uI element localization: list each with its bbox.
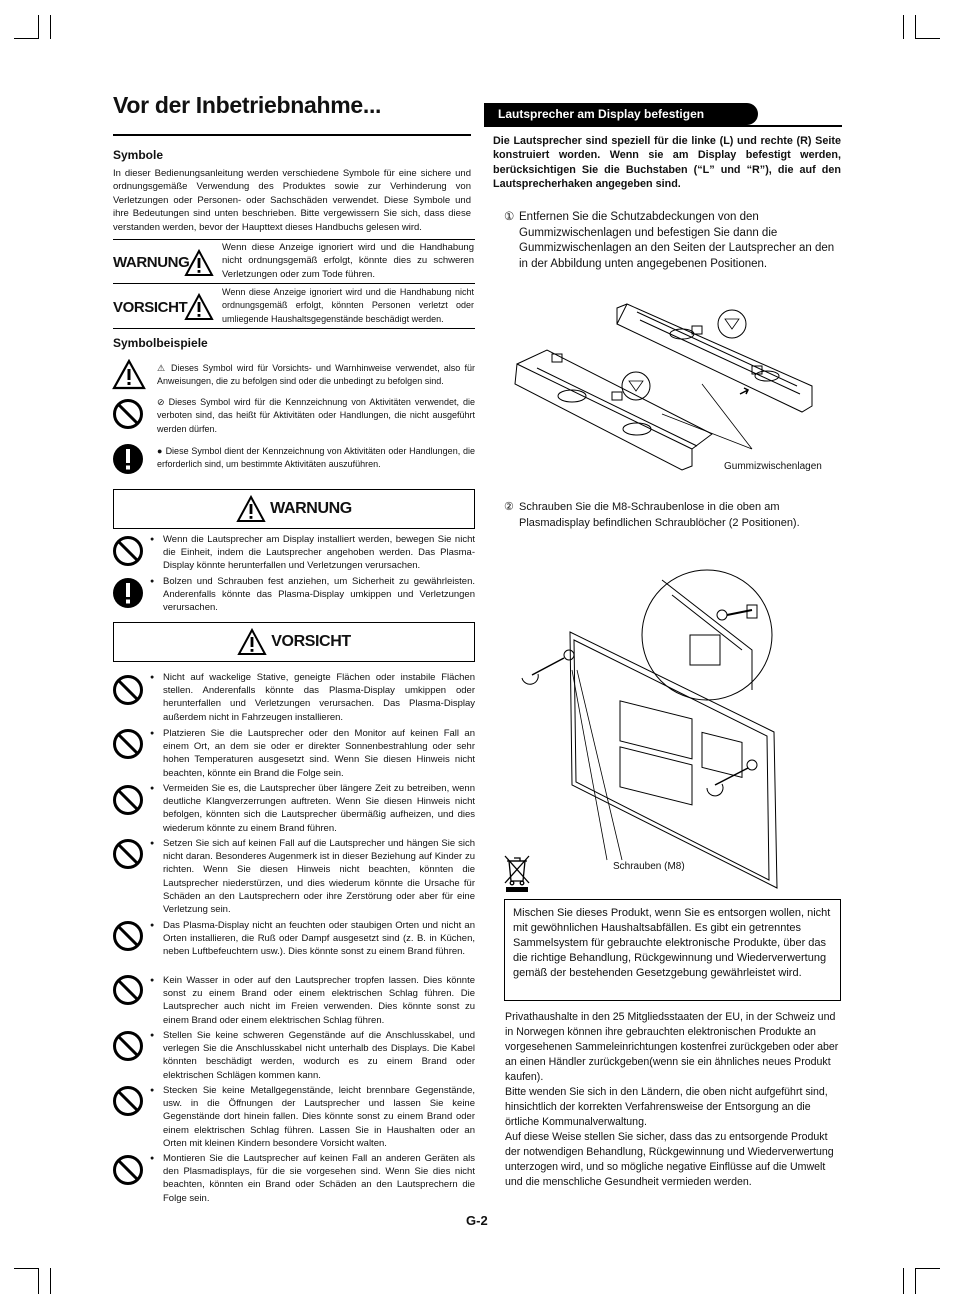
eu-paragraph: Bitte wenden Sie sich in den Ländern, die oben nicht aufgeführt sind, hinsichtlich der korrekten Verfahrensweise der Entsorgung an die örtliche Kommunalverwaltung. [505,1086,828,1128]
vorsicht-item: ● Montieren Sie die Lautsprecher auf keinen Fall an anderen Geräten als den Plasmadisplays, für die sie vorgesehen sind. Wenn Sie dies nicht beachten, könnten ein Brand oder Schäden an den Lautsprechern die Folge sein. [163,1152,475,1205]
warnung-item: ● Bolzen und Schrauben fest anziehen, um Sicherheit zu gewährleisten. Anderenfalls könnte das Plasma-Display umkippen und Verletzungen verursachen. [163,575,475,615]
vorsicht-item: ● Stecken Sie keine Metallgegenstände, leicht brennbare Gegenstände, usw. in die Öffnungen der Lautsprecher und lassen Sie keine Gegenstände dort hinein fallen. Dies könnte sonst zu einem Brand oder einem elektrischen Schlag führen. Lassen Sie in Haushalten oder an Orten mit kleinen Kindern besondere Vorsicht walten. [163,1084,475,1150]
speaker-rubber-pad-illustration [512,294,842,474]
warnung-heading-box [113,489,475,529]
crop-mark [50,15,51,39]
mini-warning-icon: ⚠ [157,363,171,373]
example-text-warning [157,362,475,389]
warnung-heading-label: WARNUNG [270,500,352,517]
vorsicht-label: VORSICHT [113,299,188,316]
examples-heading: Symbolbeispiele [113,336,208,350]
prohibition-icon [112,1085,144,1117]
fig1-label: Gummizwischenlagen [724,461,822,472]
display-screws-illustration [512,540,842,895]
crop-mark [916,1268,940,1269]
vorsicht-item: ● Das Plasma-Display nicht an feuchten oder staubigen Orten und nicht an Orten installieren, die Ruß oder Dampf ausgesetzt sind (z. B. in Küchen, neben Luftbefeuchtern usw.). Dies könnte sonst zu einem Brand führen. [163,919,475,959]
legend-rule-mid [113,283,475,284]
crossed-bin-icon [503,853,531,893]
prohibition-icon [112,1030,144,1062]
mini-mandatory-icon: ● [157,446,166,456]
crop-mark [14,38,38,39]
vorsicht-item: ● Platzieren Sie die Lautsprecher oder den Monitor auf keinen Fall an einem Ort, an dem sie oder er direkter Sonnenbestrahlung oder sehr hohen Temperaturen ausgesetzt sind. Wenn Sie diesen Hinweis nicht beachten, könnte ein Brand die Folge sein. [163,727,475,780]
crop-mark [903,15,904,39]
step-1 [504,210,841,272]
symbols-intro: In dieser Bedienungsanleitung werden verschiedene Symbole für eine sichere und ordnungsgemäße Verwendung des Produktes sowie zur Verhinderung von Verletzungen oder Personen- oder Sachschäden verwendet. Diese Symbole und ihre Bedeutungen sind unten beschrieben. Bitte vergewissern Sie sich, dass diese verstanden werden, bevor der Haupttext dieses Handbuchs gelesen wird. [113,168,471,233]
prohibition-icon [112,674,144,706]
eu-paragraph: Privathaushalte in den 25 Mitgliedsstaaten der EU, in der Schweiz und in Norwegen können ihre gebrauchten elektronischen Produkte an vorgesehenen Sammeleinrichtungen kostenfrei zurückgeben oder aber an einen Händler zurückgeben(wenn sie ein ähnliches neues Produkt kaufen). [505,1011,839,1083]
step-2 [504,500,841,531]
vorsicht-item: ● Stellen Sie keine schweren Gegenstände auf die Anschlusskabel, und verlegen Sie die Anschlusskabel nicht unterhalb des Displays. Die Kabel könnten beschädigt werden, wodurch es zu einem Brand oder elektrischen Schlägen kommen kann. [163,1029,475,1082]
fig2-label: Schrauben (M8) [613,861,685,872]
warnung-legend-text: Wenn diese Anzeige ignoriert wird und die Handhabung nicht ordnungsgemäß erfolgt, könnte dies zu schweren Verletzungen oder zum Tode führen. [222,242,474,280]
section-pill: Lautsprecher am Display befestigen [484,103,758,125]
mandatory-action-icon [112,443,144,475]
crop-mark [50,1268,51,1294]
warnung-item: ● Wenn die Lautsprecher am Display installiert werden, bewegen Sie nicht die Einheit, indem die Lautsprecher angehoben werden. Das Plasma-Display könnte herunterfallen und Verletzungen verursachen. [163,533,475,573]
warnung-heading [114,490,474,528]
example-text: Dieses Symbol wird für Vorsichts- und Warnhinweise verwendet, also für Anweisungen, die zu befolgen sind oder die unbedingt zu befolgen sind. [157,363,475,387]
prohibition-icon [112,1154,144,1186]
example-text-mandatory [157,445,475,472]
vorsicht-heading [114,623,474,661]
prohibition-icon [112,784,144,816]
step-text: Schrauben Sie die M8-Schraubenlose in die oben am Plasmadisplay befindlichen Schraublöcher (2 Positionen). [519,501,800,529]
section-intro: Die Lautsprecher sind speziell für die linke (L) und rechte (R) Seite konstruiert worden. Wenn sie am Display befestigt werden, berücksichtigen Sie die Buchstaben (“L” und “R”), die auf den Lautsprecherhaken angegeben sind. [493,135,841,190]
vorsicht-item: ● Setzen Sie sich auf keinen Fall auf die Lautsprecher und hängen Sie sich nicht daran. Besonderes Augenmerk ist in dieser Beziehung auf Kinder zu richten. Wenn Sie diesen Hinweis nicht beachten, könnten die Lautsprecher niederstürzen, und dies wiederum könnte die Ursache für Schäden an den Lautsprechern oder ihre Zerstörung oder aber für eine Verletzung sein. [163,837,475,916]
warning-triangle-icon [184,293,214,321]
vorsicht-heading-label: VORSICHT [271,633,351,650]
eu-paragraph: Auf diese Weise stellen Sie sicher, dass das zu entsorgende Produkt der notwendigen Behandlung, Rückgewinnung und Wiederverwertung unterzogen wird, und so mögliche negative Einflüsse auf die Umwelt und die menschliche Gesundheit vermieden werden. [505,1131,834,1188]
legend-rule-bottom [113,328,475,329]
disposal-notice: Mischen Sie dieses Produkt, wenn Sie es entsorgen wollen, nicht mit gewöhnlichen Haushaltsabfällen. Es gibt ein getrenntes Sammelsystem für gebrauchte elektronische Produkte, über das die richtige Behandlung, Rückgewinnung und Wiederverwertung gemäß der bestehenden Gesetzgebung gewährleistet wird. [504,899,841,1001]
step-text: Entfernen Sie die Schutzabdeckungen von den Gummizwischenlagen und befestigen Sie dann die Gummizwischenlagen an den Seiten der Lautsprecher an den in der Abbildung unten angegebenen Positionen. [519,211,835,270]
legend-rule-top [113,239,475,240]
vorsicht-item: ● Kein Wasser in oder auf den Lautsprecher tropfen lassen. Dies könnte sonst zu einem Brand oder einem elektrischen Schlag führen. Die Lautsprecher auch nicht im Freien verwenden. Dies könnte sonst zu einem Brand oder einem elektrischen Schlag führen. [163,974,475,1027]
symbols-heading: Symbole [113,148,164,162]
vorsicht-heading-box [113,622,475,662]
example-text: Diese Symbol dient der Kennzeichnung von Aktivitäten oder Handlungen, die erforderlich sind, um bestimmte Aktivitäten auszuführen. [157,446,476,470]
eu-disposal-text [505,1010,845,1190]
page-title: Vor der Inbetriebnahme... [113,92,382,118]
warning-triangle-icon [112,359,146,390]
prohibition-icon [112,398,144,430]
crop-mark [38,15,39,39]
prohibition-icon [112,920,144,952]
crop-mark [38,1268,39,1294]
crop-mark [14,1268,38,1269]
vorsicht-item: ● Nicht auf wackelige Stative, geneigte Flächen oder instabile Flächen stellen. Anderenfalls könnte das Plasma-Display umkippen oder herunterfallen und Verletzungen verursachen. Das Plasma-Display außerdem nicht in Fahrzeugen installieren. [163,671,475,724]
section-rule [484,125,842,127]
example-text-prohibition [157,396,475,436]
title-rule [113,134,471,136]
prohibition-icon [112,838,144,870]
crop-mark [903,1268,904,1294]
prohibition-icon [112,974,144,1006]
example-text: Dieses Symbol wird für die Kennzeichnung von Aktivitäten verwendet, die verboten sind, das heißt für Aktivitäten oder Handlungen, die nicht ausgeführt werden dürfen. [157,397,475,434]
prohibition-icon [112,535,144,567]
crop-mark [915,1268,916,1294]
page-number: G-2 [466,1213,488,1228]
crop-mark [915,15,916,39]
warning-triangle-icon [237,628,267,656]
vorsicht-item: ● Vermeiden Sie es, die Lautsprecher über längere Zeit zu betreiben, wenn deutliche Klangverzerrungen auftreten. Wenn Sie diesen Hinweis nicht befolgen, könnten sich die Lautsprecher übermäßig aufheizen, und dies wiederum könnte zu einem Brand führen. [163,782,475,835]
warning-triangle-icon [184,249,214,277]
mini-prohibition-icon: ⊘ [157,397,169,407]
step-number: ② [504,501,514,513]
warnung-label: WARNUNG [113,254,190,271]
step-number: ① [504,211,515,223]
mandatory-action-icon [112,577,144,609]
warning-triangle-icon [236,495,266,523]
crop-mark [916,38,940,39]
vorsicht-legend-text: Wenn diese Anzeige ignoriert wird und die Handhabung nicht ordnungsgemäß erfolgt, könnten Personen verletzt oder umliegende Haushaltsgegenstände beschädigt werden. [222,287,474,324]
prohibition-icon [112,728,144,760]
